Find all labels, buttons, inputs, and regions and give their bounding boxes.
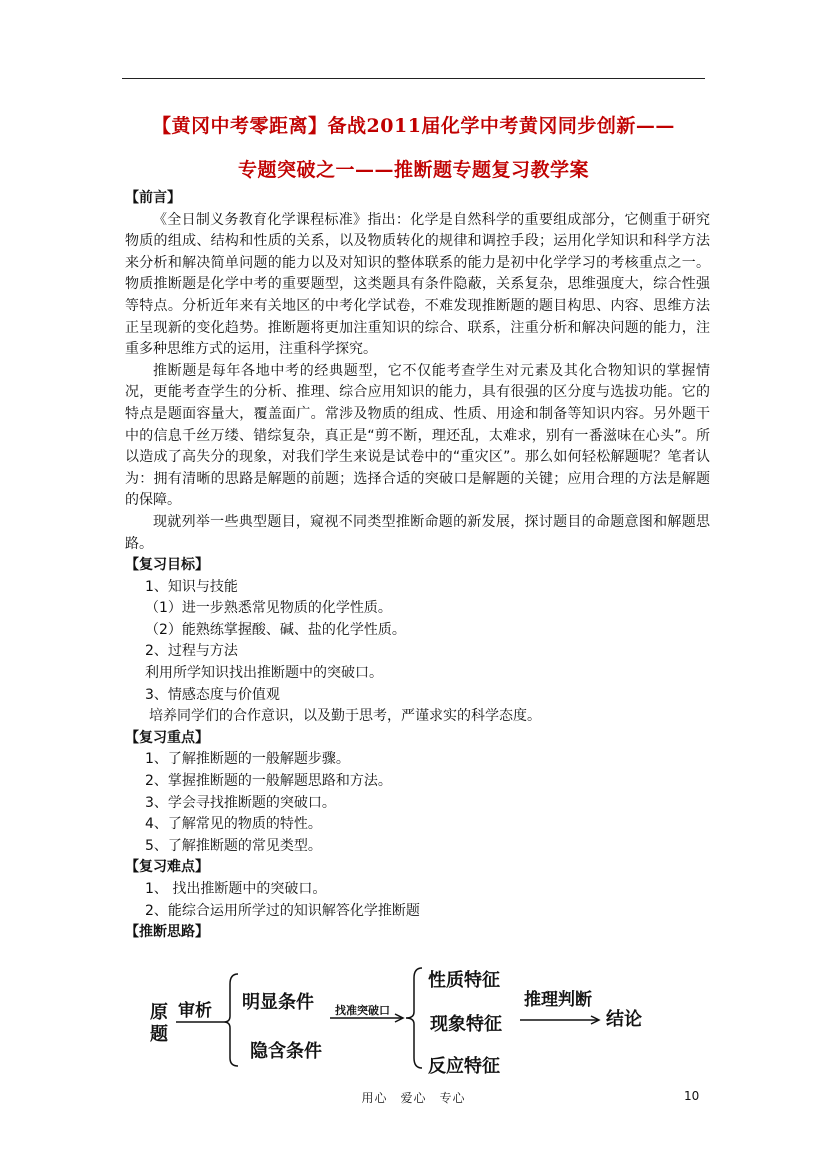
document-title: 【黄冈中考零距离】备战2011届化学中考黄冈同步创新—— [152,115,675,137]
diagram-label-reaction: 反应特征 [428,1056,500,1077]
diagram-label-obvious: 明显条件 [242,992,314,1013]
goal-text: 培养同学们的合作意识，以及勤于思考，严谨求实的科学态度。 [149,708,541,725]
key-point-item: 4、了解常见的物质的特性。 [145,816,322,833]
goal-subitem: （1）进一步熟悉常见物质的化学性质。 [145,600,392,617]
preface-paragraph: 《全日制义务教育化学课程标准》指出：化学是自然科学的重要组成部分，它侧重于研究物质的组成、结构和性质的关系，以及物质转化的规律和调控手段；运用化学知识和科学方法来分析和解决简单问题的能力以及对知识的整体联系的能力是初中化学学习的考核重点之一。物质推断题是化学中考的重要题型，这类题具有条件隐蔽，关系复杂，思维强度大，综合性强等特点。分析近年来有关地区的中考化学试卷，不难发现推断题的题目构思、内容、思维方法正呈现新的变化趋势。推断题将更加注重知识的综合、联系，注重分析和解决问题的能力，注重多种思维方式的运用，注重科学探究。 [125,211,710,358]
goal-item: 1、知识与技能 [145,578,238,595]
diagram-label-hidden: 隐含条件 [250,1041,322,1062]
difficulty-item: 2、能综合运用所学过的知识解答化学推断题 [145,902,420,919]
goal-text: 利用所学知识找出推断题中的突破口。 [145,665,383,682]
preface-paragraph: 现就列举一些典型题目，窥视不同类型推断命题的新发展，探讨题目的命题意图和解题思路。 [125,513,710,552]
footer-motto: 用心 爱心 专心 [361,1091,466,1105]
section-heading-thinking: 【推断思路】 [125,924,209,941]
diagram-right-brace [406,968,422,1068]
goal-item: 2、过程与方法 [145,643,238,660]
diagram-label-property: 性质特征 [428,970,500,991]
difficulty-item: 1、 找出推断题中的突破口。 [145,881,327,897]
reasoning-flow-diagram [140,958,680,1080]
key-point-item: 5、了解推断题的常见类型。 [145,837,322,854]
diagram-label-ti: 题 [150,1024,168,1045]
goal-subitem: （2）能熟练掌握酸、碱、盐的化学性质。 [145,621,406,638]
header-rule [122,78,705,79]
document-subtitle: 专题突破之一——推断题专题复习教学案 [237,159,589,181]
section-heading-key-points: 【复习重点】 [125,729,209,746]
preface-paragraph: 推断题是每年各地中考的经典题型，它不仅能考查学生对元素及其化合物知识的掌握情况，更能考查学生的分析、推理、综合应用知识的能力，具有很强的区分度与选拔功能。它的特点是题面容量大，覆盖面广。常涉及物质的组成、性质、用途和制备等知识内容。另外题干中的信息千丝万缕、错综复杂，真正是“剪不断，理还乱，太难求，别有一番滋味在心头”。所以造成了高失分的现象，对我们学生来说是试卷中的“重灾区”。那么如何轻松解题呢？笔者认为：拥有清晰的思路是解题的前题；选择合适的突破口是解题的关键；应用合理的方法是解题的保障。 [125,362,710,509]
diagram-label-conclusion: 结论 [606,1009,642,1030]
document-body [125,188,710,944]
key-point-item: 3、学会寻找推断题的突破口。 [145,794,336,811]
diagram-label-find: 找准突破口 [335,1004,390,1017]
section-heading-goals: 【复习目标】 [125,557,209,574]
diagram-label-reasoning: 推理判断 [524,990,592,1010]
section-heading-difficulties: 【复习难点】 [125,859,209,876]
page-number: 10 [684,1089,700,1103]
key-point-item: 2、掌握推断题的一般解题思路和方法。 [145,773,392,790]
diagram-left-brace [224,974,238,1066]
diagram-label-shenxi: 审析 [178,1001,212,1021]
section-heading-preface: 【前言】 [125,190,181,206]
diagram-label-yuan: 原 [150,1002,168,1023]
key-point-item: 1、了解推断题的一般解题步骤。 [145,751,350,768]
diagram-label-phenomenon: 现象特征 [430,1014,502,1035]
goal-item: 3、情感态度与价值观 [145,686,280,703]
